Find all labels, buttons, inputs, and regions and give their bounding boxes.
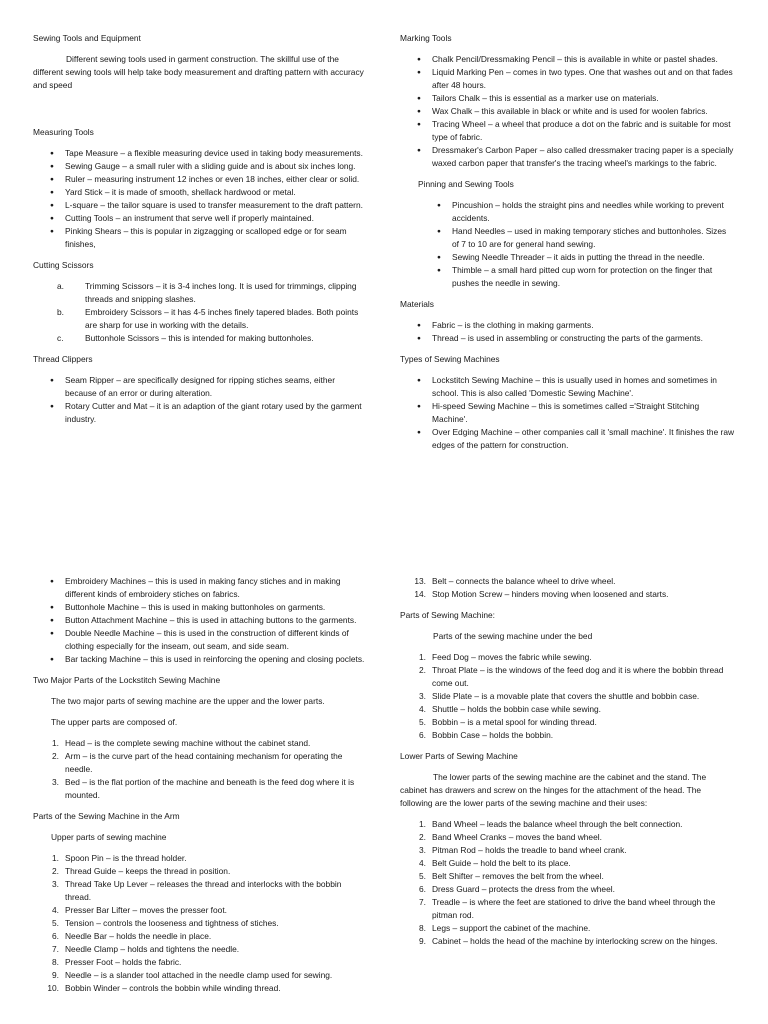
list-item: ● Sewing Needle Threader – it aids in putting the thread in the needle.	[400, 251, 735, 264]
list-item	[33, 878, 368, 904]
list-text: Tension – controls the looseness and tightness of stiches.	[65, 918, 279, 928]
list-item	[400, 690, 735, 703]
list-marker: 2.	[419, 832, 426, 842]
under-bed-parts-list	[400, 651, 735, 742]
list-item	[400, 729, 735, 742]
page1-left-column	[33, 32, 368, 434]
list-text: Presser Bar Lifter – moves the presser foot.	[65, 905, 227, 915]
list-item: ● Pincushion – holds the straight pins and needles while working to prevent accidents.	[400, 199, 735, 225]
list-item	[33, 852, 368, 865]
list-item: ● Thimble – a small hard pitted cup worn for protection on the finger that pushes the needle in sewing.	[400, 264, 735, 290]
cutting-scissors-list	[33, 280, 368, 345]
list-text: Band Wheel – leads the balance wheel through the belt connection.	[432, 819, 683, 829]
machine-parts-heading: Parts of Sewing Machine:	[400, 610, 495, 620]
thread-clippers-list	[33, 374, 368, 426]
list-item: ● Lockstitch Sewing Machine – this is usually used in homes and sometimes in school. This is also called 'Domestic Sewing Machine'.	[400, 374, 735, 400]
list-marker: 3.	[419, 691, 426, 701]
list-item: ● Button Attachment Machine – this is used in attaching buttons to the garments.	[33, 614, 368, 627]
list-item	[33, 917, 368, 930]
list-marker: 4.	[419, 704, 426, 714]
list-text: Head – is the complete sewing machine without the cabinet stand.	[65, 738, 311, 748]
list-marker: 4.	[52, 905, 59, 915]
list-text: Shuttle – holds the bobbin case while sewing.	[432, 704, 602, 714]
marking-tools-list	[400, 53, 735, 170]
list-marker: 7.	[52, 944, 59, 954]
list-text: Band Wheel Cranks – moves the band wheel.	[432, 832, 602, 842]
list-item	[400, 857, 735, 870]
list-text: Feed Dog – moves the fabric while sewing.	[432, 652, 592, 662]
list-item: ● Tape Measure – a flexible measuring device used in taking body measurements.	[33, 147, 368, 160]
list-marker: 3.	[52, 879, 59, 889]
list-item	[33, 956, 368, 969]
under-bed-subheading: Parts of the sewing machine under the bed	[433, 631, 593, 641]
list-item	[400, 831, 735, 844]
list-item: ● Liquid Marking Pen – comes in two types. One that washes out and on that fades after 48 hours.	[400, 66, 735, 92]
list-text: Arm – is the curve part of the head containing mechanism for operating the needle.	[65, 751, 343, 774]
list-item: ● Rotary Cutter and Mat – it is an adaption of the giant rotary used by the garment industry.	[33, 400, 368, 426]
marking-tools-heading: Marking Tools	[400, 33, 452, 43]
list-item	[400, 664, 735, 690]
list-text: Bobbin – is a metal spool for winding thread.	[432, 717, 597, 727]
list-item	[400, 870, 735, 883]
list-item: ● Tracing Wheel – a wheel that produce a dot on the fabric and is suitable for most type of fabric.	[400, 118, 735, 144]
list-marker: c.	[57, 333, 64, 343]
list-item: ● Embroidery Machines – this is used in making fancy stiches and in making different kinds of embroidery stiches on fabrics.	[33, 575, 368, 601]
list-marker: 9.	[419, 936, 426, 946]
list-item: ● Seam Ripper – are specifically designed for ripping stiches seams, either because of an error or during alteration.	[33, 374, 368, 400]
pinning-tools-heading: Pinning and Sewing Tools	[418, 179, 514, 189]
list-item	[33, 280, 368, 306]
arm-parts-continued-list	[400, 575, 735, 601]
list-item: ● L-square – the tailor square is used to transfer measurement to the draft pattern.	[33, 199, 368, 212]
pinning-tools-list	[400, 199, 735, 290]
list-item	[400, 844, 735, 857]
page2-right-column	[400, 575, 735, 956]
lower-parts-list	[400, 818, 735, 948]
list-marker: 6.	[419, 730, 426, 740]
list-item: ● Cutting Tools – an instrument that serve well if properly maintained.	[33, 212, 368, 225]
upper-parts-paragraph: The upper parts are composed of.	[51, 717, 178, 727]
lower-parts-heading: Lower Parts of Sewing Machine	[400, 751, 518, 761]
special-machines-list	[33, 575, 368, 666]
list-item: ● Over Edging Machine – other companies call it 'small machine'. It finishes the raw edges of the pattern for construction.	[400, 426, 735, 452]
list-item	[400, 703, 735, 716]
two-major-parts-paragraph: The two major parts of sewing machine are the upper and the lower parts.	[51, 696, 325, 706]
list-marker: 3.	[419, 845, 426, 855]
list-text: Bobbin Winder – controls the bobbin while winding thread.	[65, 983, 281, 993]
list-item	[400, 896, 735, 922]
list-item	[33, 737, 368, 750]
list-marker: b.	[57, 307, 64, 317]
machine-types-heading: Types of Sewing Machines	[400, 354, 500, 364]
list-item: ● Fabric – is the clothing in making garments.	[400, 319, 735, 332]
intro-paragraph: Different sewing tools used in garment construction. The skillful use of the different sewing tools will help take body measurement and drafting pattern with accuracy and speed	[33, 54, 364, 90]
list-text: Cabinet – holds the head of the machine by interlocking screw on the hinges.	[432, 936, 718, 946]
list-text: Presser Foot – holds the fabric.	[65, 957, 182, 967]
list-item	[33, 332, 368, 345]
list-item	[33, 750, 368, 776]
list-text: Belt Guide – hold the belt to its place.	[432, 858, 571, 868]
list-text: Stop Motion Screw – hinders moving when loosened and starts.	[432, 589, 669, 599]
two-major-parts-heading: Two Major Parts of the Lockstitch Sewing Machine	[33, 675, 221, 685]
list-marker: 13.	[414, 576, 426, 586]
list-item	[33, 982, 368, 995]
list-text: Spoon Pin – is the thread holder.	[65, 853, 187, 863]
list-text: Pitman Rod – holds the treadle to band wheel crank.	[432, 845, 627, 855]
document-title: Sewing Tools and Equipment	[33, 33, 141, 43]
list-item: ● Tailors Chalk – this is essential as a marker use on materials.	[400, 92, 735, 105]
cutting-scissors-heading: Cutting Scissors	[33, 260, 94, 270]
list-marker: 10.	[47, 983, 59, 993]
upper-parts-list	[33, 737, 368, 802]
list-item	[400, 935, 735, 948]
list-text: Dress Guard – protects the dress from the wheel.	[432, 884, 615, 894]
list-item	[33, 943, 368, 956]
list-marker: 1.	[419, 652, 426, 662]
list-text: Belt – connects the balance wheel to drive wheel.	[432, 576, 616, 586]
list-marker: 6.	[52, 931, 59, 941]
list-item	[400, 716, 735, 729]
list-marker: 1.	[419, 819, 426, 829]
arm-parts-list	[33, 852, 368, 995]
list-marker: 1.	[52, 738, 59, 748]
list-marker: 2.	[419, 665, 426, 675]
list-text: Thread Take Up Lever – releases the thread and interlocks with the bobbin thread.	[65, 879, 342, 902]
list-text: Legs – support the cabinet of the machine.	[432, 923, 591, 933]
list-marker: 2.	[52, 751, 59, 761]
list-marker: 3.	[52, 777, 59, 787]
measuring-tools-heading: Measuring Tools	[33, 127, 94, 137]
list-marker: 7.	[419, 897, 426, 907]
list-item	[400, 588, 735, 601]
materials-heading: Materials	[400, 299, 434, 309]
list-text: Treadle – is where the feet are stationed to drive the band wheel through the pitman rod.	[432, 897, 716, 920]
thread-clippers-heading: Thread Clippers	[33, 354, 93, 364]
list-item	[33, 306, 368, 332]
list-item: ● Wax Chalk – this available in black or white and is used for woolen fabrics.	[400, 105, 735, 118]
list-text: Needle Bar – holds the needle in place.	[65, 931, 212, 941]
list-text: Trimming Scissors – it is 3-4 inches long. It is used for trimmings, clipping threads and snipping slashes.	[85, 281, 357, 304]
list-text: Needle – is a slander tool attached in the needle clamp used for sewing.	[65, 970, 333, 980]
list-item	[33, 865, 368, 878]
list-marker: 2.	[52, 866, 59, 876]
list-item: ● Hi-speed Sewing Machine – this is sometimes called ='Straight Stitching Machine'.	[400, 400, 735, 426]
list-item: ● Pinking Shears – this is popular in zigzagging or scalloped edge or for seam finishes,	[33, 225, 368, 251]
materials-list	[400, 319, 735, 345]
list-item	[400, 922, 735, 935]
list-text: Throat Plate – is the windows of the feed dog and it is where the bobbin thread come out.	[432, 665, 724, 688]
list-text: Needle Clamp – holds and tightens the needle.	[65, 944, 240, 954]
list-text: Belt Shifter – removes the belt from the wheel.	[432, 871, 604, 881]
list-text: Thread Guide – keeps the thread in position.	[65, 866, 231, 876]
list-item: ● Sewing Gauge – a small ruler with a sliding guide and is about six inches long.	[33, 160, 368, 173]
list-marker: 8.	[52, 957, 59, 967]
list-marker: 1.	[52, 853, 59, 863]
list-marker: 14.	[414, 589, 426, 599]
list-item	[400, 575, 735, 588]
list-text: Embroidery Scissors – it has 4-5 inches finely tapered blades. Both points are sharp for use in working with the details.	[85, 307, 359, 330]
list-text: Buttonhole Scissors – this is intended for making buttonholes.	[85, 333, 314, 343]
list-item	[33, 904, 368, 917]
machine-types-list	[400, 374, 735, 452]
list-marker: a.	[57, 281, 64, 291]
list-text: Slide Plate – is a movable plate that covers the shuttle and bobbin case.	[432, 691, 700, 701]
list-item: ● Hand Needles – used in making temporary stiches and buttonholes. Sizes of 7 to 10 are for general hand sewing.	[400, 225, 735, 251]
list-marker: 6.	[419, 884, 426, 894]
list-text: Bobbin Case – holds the bobbin.	[432, 730, 554, 740]
measuring-tools-list	[33, 147, 368, 251]
list-marker: 5.	[419, 871, 426, 881]
lower-parts-intro: The lower parts of the sewing machine are the cabinet and the stand. The cabinet has drawers and screw on the hinges for the attachment of the head. The following are the lower parts of the sewing machine and their uses:	[400, 772, 707, 808]
page2-left-column	[33, 575, 368, 1003]
list-item: ● Double Needle Machine – this is used in the construction of different kinds of clothing especially for the inseam, out seam, and side seam.	[33, 627, 368, 653]
list-marker: 5.	[52, 918, 59, 928]
list-marker: 4.	[419, 858, 426, 868]
list-marker: 9.	[52, 970, 59, 980]
list-marker: 5.	[419, 717, 426, 727]
list-item: ● Chalk Pencil/Dressmaking Pencil – this is available in white or pastel shades.	[400, 53, 735, 66]
list-text: Bed – is the flat portion of the machine and beneath is the feed dog where it is mounted.	[65, 777, 355, 800]
list-item: ● Bar tacking Machine – this is used in reinforcing the opening and closing poclets.	[33, 653, 368, 666]
list-item	[33, 776, 368, 802]
arm-parts-subheading: Upper parts of sewing machine	[51, 832, 167, 842]
list-item	[33, 930, 368, 943]
list-marker: 8.	[419, 923, 426, 933]
list-item: ● Thread – is used in assembling or constructing the parts of the garments.	[400, 332, 735, 345]
list-item	[400, 651, 735, 664]
list-item	[33, 969, 368, 982]
page1-right-column	[400, 32, 735, 460]
list-item: ● Ruler – measuring instrument 12 inches or even 18 inches, either clear or solid.	[33, 173, 368, 186]
arm-parts-heading: Parts of the Sewing Machine in the Arm	[33, 811, 180, 821]
list-item	[400, 883, 735, 896]
list-item: ● Buttonhole Machine – this is used in making buttonholes on garments.	[33, 601, 368, 614]
list-item: ● Dressmaker's Carbon Paper – also called dressmaker tracing paper is a specially waxed carbon paper that transfer's the tracing wheel's markings to the fabric.	[400, 144, 735, 170]
list-item	[400, 818, 735, 831]
list-item: ● Yard Stick – it is made of smooth, shellack hardwood or metal.	[33, 186, 368, 199]
